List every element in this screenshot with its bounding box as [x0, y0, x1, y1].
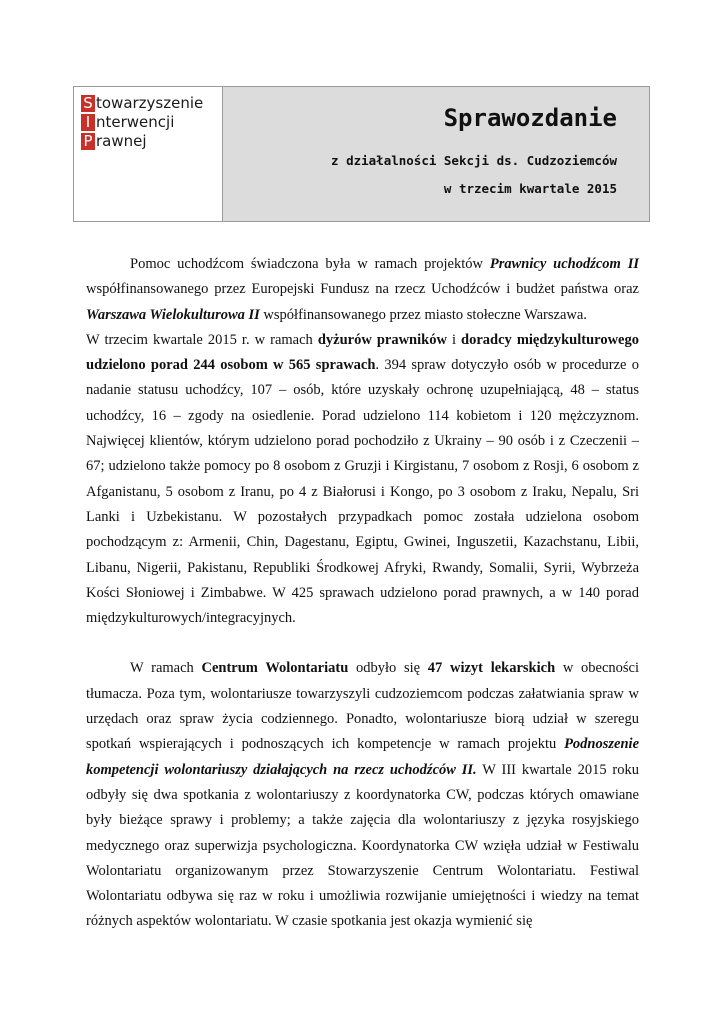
text-run: Pomoc uchodźcom świadczona była w ramach projektów [130, 256, 490, 272]
logo-word-1: towarzyszenie [96, 94, 204, 112]
project-name: Prawnicy uchodźcom II [489, 256, 639, 272]
logo-row [81, 113, 203, 132]
paragraph-refugee-aid [86, 252, 639, 328]
logo-word-3: rawnej [96, 132, 147, 150]
logo-row [81, 132, 203, 151]
header-box [73, 86, 650, 222]
logo-letter-i: I [81, 114, 95, 131]
organization-logo [81, 94, 203, 151]
text-run: W ramach [130, 660, 202, 677]
text-run: odbyło się [348, 660, 428, 677]
document-title: Sprawozdanie [443, 104, 617, 132]
text-run: współfinansowanego przez miasto stołeczne Warszawa. [259, 306, 587, 323]
logo-letter-p: P [81, 133, 95, 150]
text-run: W III kwartale 2015 roku odbyły się dwa spotkania z wolontariuszy z koordynatorka CW, podczas których omawiane były bieżące sprawy i problemy; a także zajęcia dla wolontariuszy z języka rosyjskiego medycznego oraz superwizja psychologiczna. Koordynatorka CW wzięła udział w Festiwalu Wolontariatu organizowanym przez Stowarzyszenie Centrum Wolontariatu. Festiwal Wolontariatu odbywa się raz w roku i umożliwia rozwijanie umiejętności i wiedzy na temat różnych aspektów wolontariatu. W czasie spotkania jest okazja wymienić się [86, 761, 639, 930]
highlight-text: Centrum Wolontariatu [201, 660, 349, 677]
logo-letter-s: S [81, 95, 95, 112]
logo-row [81, 94, 203, 113]
paragraph-statistics [86, 328, 639, 632]
title-cell [223, 87, 649, 221]
logo-cell [74, 87, 223, 221]
text-run: w obecności tłumacza. Poza tym, wolontariusze towarzyszyli cudzoziemcom podczas załatwiania spraw w urzędach oraz spraw życia codziennego. Ponadto, wolontariusze biorą udział w szeregu spotkań wspierających i podnoszących ich kompetencje w ramach projektu [86, 660, 640, 753]
highlight-text: 47 wizyt lekarskich [427, 660, 556, 677]
logo-word-2: nterwencji [96, 113, 175, 131]
text-run: W trzecim kwartale 2015 r. w ramach [86, 331, 318, 348]
project-name: Warszawa Wielokulturowa II [86, 306, 260, 323]
highlight-text: doradcy międzykulturowego udzielono porad 244 osobom w 565 sprawach [86, 331, 639, 374]
project-name: Podnoszenie kompetencji wolontariuszy działających na rzecz uchodźców II. [86, 736, 639, 778]
highlight-text: dyżurów prawników [317, 331, 447, 348]
text-run: i [446, 331, 462, 348]
paragraph-spacer [86, 631, 639, 656]
report-body [86, 252, 639, 935]
paragraph-volunteer-center [86, 656, 639, 934]
document-subtitle-line1: z działalności Sekcji ds. Cudzoziemców [331, 153, 617, 168]
text-run: współfinansowanego przez Europejski Fundusz na rzecz Uchodźców i budżet państwa oraz [86, 281, 639, 298]
text-run: . 394 spraw dotyczyło osób w procedurze o nadanie statusu uchodźcy, 107 – osób, które uzyskały ochronę uzupełniającą, 48 – status uchodźcy, 16 – zgody na osiedlenie. Porad udzielono 114 kobietom i 120 mężczyznom. Najwięcej klientów, którym udzielono porad pochodziło z Ukrainy – 90 osób i z Czeczenii – 67; udzielono także pomocy po 8 osobom z Gruzji i Kirgistanu, 7 osobom z Rosji, 6 osobom z Afganistanu, 5 osobom z Iranu, po 4 z Białorusi i Kongo, po 3 osobom z Iraku, Nepalu, Sri Lanki i Uzbekistanu. W pozostałych przypadkach pomoc została udzielona osobom pochodzącym z: Armenii, Chin, Dagestanu, Egiptu, Gwinei, Inguszetii, Kazachstanu, Libii, Libanu, Nigerii, Pakistanu, Republiki Środkowej Afryki, Rwandy, Somalii, Syrii, Wybrzeża Kości Słoniowej i Zimbabwe. W 425 sprawach udzielono porad prawnych, a w 140 porad międzykulturowych/integracyjnych. [86, 357, 639, 627]
document-subtitle-line2: w trzecim kwartale 2015 [443, 181, 617, 196]
